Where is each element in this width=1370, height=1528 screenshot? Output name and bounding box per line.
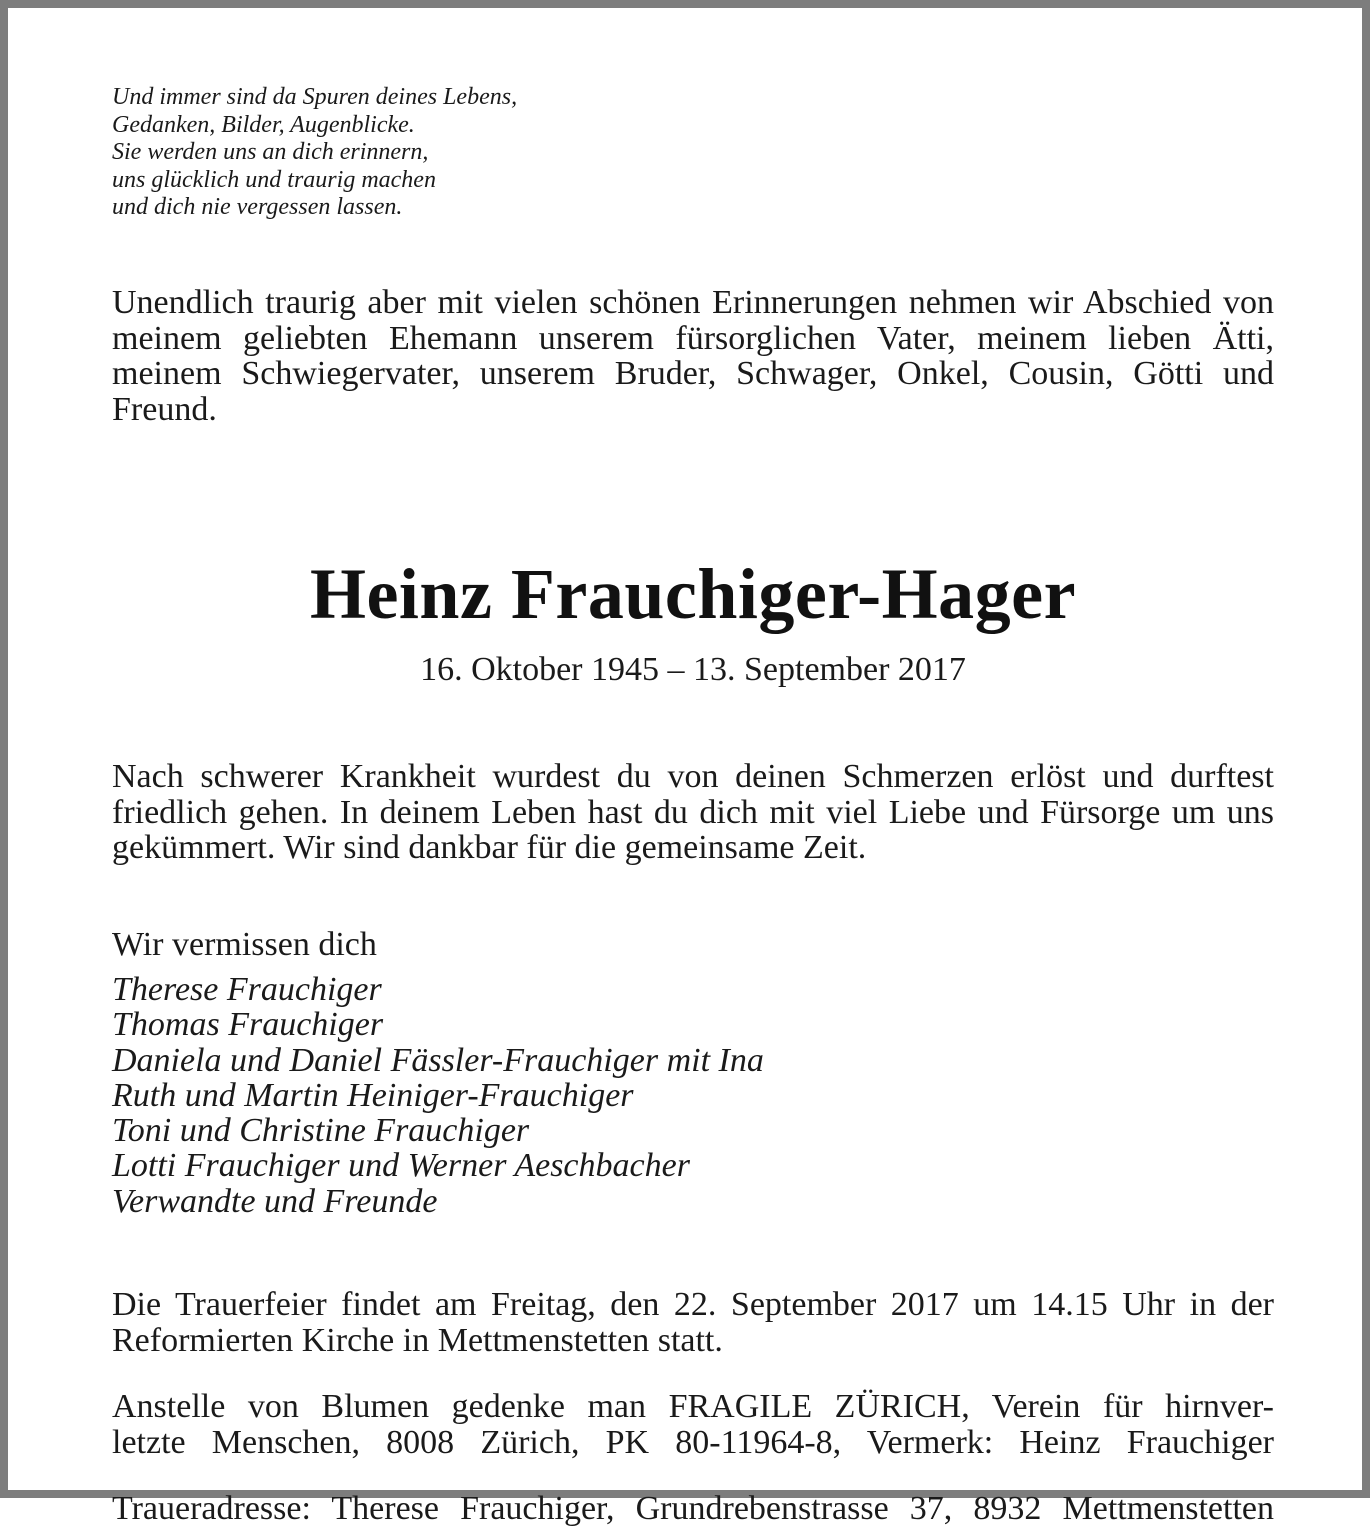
mourners-heading: Wir vermissen dich (112, 926, 377, 963)
poem-line: Sie werden uns an dich erinnern, (112, 139, 429, 165)
mourning-address: Traueradresse: Therese Frauchiger, Grundrebenstrasse 37, 8932 Mettmenstetten (112, 1490, 1274, 1527)
farewell-paragraph: Nach schwerer Krankheit wurdest du von deinen Schmerzen erlöst und durftest friedlich gehen. In deinem Leben hast du dich mit viel Liebe und Fürsorge um uns gekümmert. Wir sind dankbar für die gemeinsame Zeit. (112, 758, 1274, 866)
intro-paragraph: Unendlich traurig aber mit vielen schönen Erinnerungen nehmen wir Abschied von meinem geliebten Ehemann unserem fürsorglichen Vater, meinem lieben Ätti, meinem Schwiegervater, unserem Bruder, Schwager, Onkel, Cousin, Götti und Freund. (112, 284, 1274, 428)
poem-line: uns glücklich und traurig machen (112, 166, 436, 193)
donation-line: Anstelle von Blumen gedenke man FRAGILE ZÜRICH, Verein für hirnver- (112, 1388, 1274, 1425)
memorial-poem (112, 84, 672, 222)
poem-line: Und immer sind da Spuren deines Lebens, (112, 84, 518, 110)
life-dates: 16. Oktober 1945 – 13. September 2017 (420, 651, 966, 688)
deceased-name: Heinz Frauchiger-Hager (309, 554, 1077, 634)
mourners-list (112, 972, 764, 1219)
mourner-name: Toni und Christine Frauchiger (112, 1112, 530, 1150)
ceremony-info: Die Trauerfeier findet am Freitag, den 22. September 2017 um 14.15 Uhr in der Reformierten Kirche in Mettmenstetten statt. (112, 1286, 1274, 1359)
mourner-name: Ruth und Martin Heiniger-Frauchiger (112, 1076, 634, 1114)
mourner-name: Verwandte und Freunde (112, 1182, 438, 1220)
poem-line: Gedanken, Bilder, Augenblicke. (112, 111, 415, 138)
mourner-name: Daniela und Daniel Fässler-Frauchiger mit Ina (112, 1041, 764, 1079)
mourner-name: Therese Frauchiger (112, 971, 382, 1008)
donation-line: letzte Menschen, 8008 Zürich, PK 80-11964-8, Vermerk: Heinz Frauchiger (112, 1423, 1274, 1461)
mourner-name: Thomas Frauchiger (112, 1006, 384, 1044)
poem-line: und dich nie vergessen lassen. (112, 194, 403, 220)
donation-info (112, 1389, 1274, 1460)
mourner-name: Lotti Frauchiger und Werner Aeschbacher (112, 1147, 690, 1185)
